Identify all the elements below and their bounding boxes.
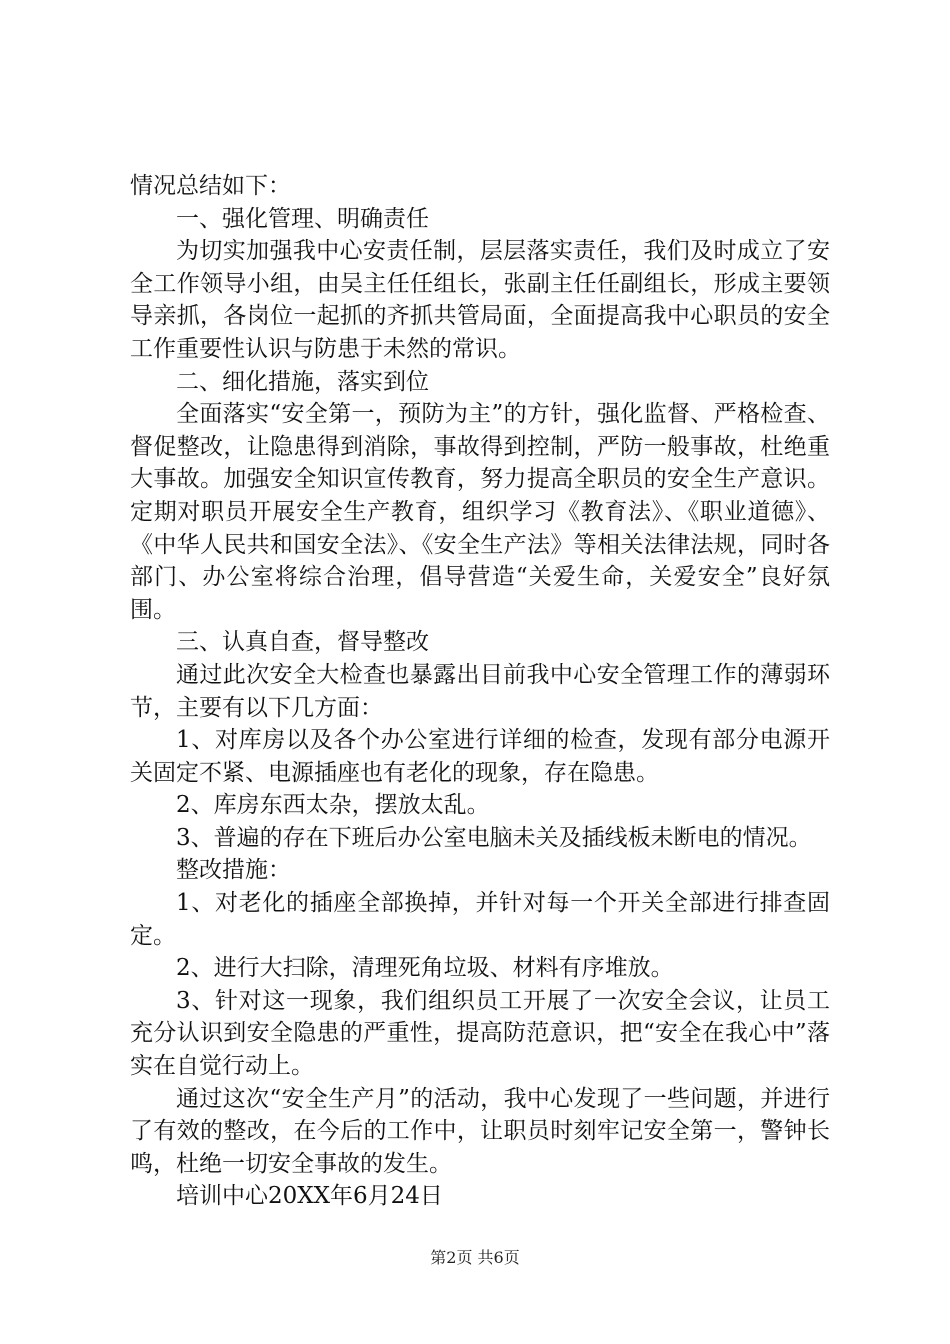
paragraph: 为切实加强我中心安责任制，层层落实责任，我们及时成立了安全工作领导小组，由吴主任任组长，张副主任任副组长，形成主要领导亲抓，各岗位一起抓的齐抓共管局面，全面提高我中心职员的安全工作重要性认识与防患于未然的常识。 bbox=[130, 238, 830, 362]
list-item: 3、普遍的存在下班后办公室电脑未关及插线板未断电的情况。 bbox=[176, 824, 812, 851]
list-item: 3、针对这一现象，我们组织员工开展了一次安全会议，让员工充分认识到安全隐患的严重性，提高防范意识，把“安全在我心中”落实在自觉行动上。 bbox=[130, 987, 830, 1080]
section-heading-2: 二、细化措施，落实到位 bbox=[176, 368, 429, 395]
page-number-footer: 第2页 共6页 bbox=[430, 1248, 520, 1267]
list-item: 1、对老化的插座全部换掉，并针对每一个开关全部进行排查固定。 bbox=[130, 890, 830, 949]
paragraph: 通过此次安全大检查也暴露出目前我中心安全管理工作的薄弱环节，主要有以下几方面： bbox=[130, 661, 830, 721]
signature-date: 培训中心20XX年6月24日 bbox=[176, 1183, 443, 1210]
paragraph-conclusion: 通过这次“安全生产月”的活动，我中心发现了一些问题，并进行了有效的整改，在今后的工作中，让职员时刻牢记安全第一，警钟长鸣，杜绝一切安全事故的发生。 bbox=[130, 1085, 830, 1177]
paragraph-intro: 情况总结如下： bbox=[130, 173, 291, 199]
subheading-measures: 整改措施： bbox=[176, 857, 291, 884]
document-body bbox=[130, 170, 830, 1213]
list-item: 2、库房东西太杂，摆放太乱。 bbox=[176, 792, 490, 819]
paragraph: 全面落实“安全第一，预防为主”的方针，强化监督、严格检查、督促整改，让隐患得到消除，事故得到控制，严防一般事故，杜绝重大事故。加强安全知识宣传教育，努力提高全职员的安全生产意识。定期对职员开展安全生产教育，组织学习《教育法》、《职业道德》、《中华人民共和国安全法》、《安全生产法》等相关法律法规，同时各部门、办公室将综合治理，倡导营造“关爱生命，关爱安全”良好氛围。 bbox=[130, 401, 830, 623]
section-heading-3: 三、认真自查，督导整改 bbox=[176, 629, 429, 656]
section-heading-1: 一、强化管理、明确责任 bbox=[176, 205, 429, 232]
list-item: 2、进行大扫除，清理死角垃圾、材料有序堆放。 bbox=[176, 955, 674, 982]
list-item: 1、对库房以及各个办公室进行详细的检查，发现有部分电源开关固定不紧、电源插座也有老化的现象，存在隐患。 bbox=[130, 727, 830, 786]
